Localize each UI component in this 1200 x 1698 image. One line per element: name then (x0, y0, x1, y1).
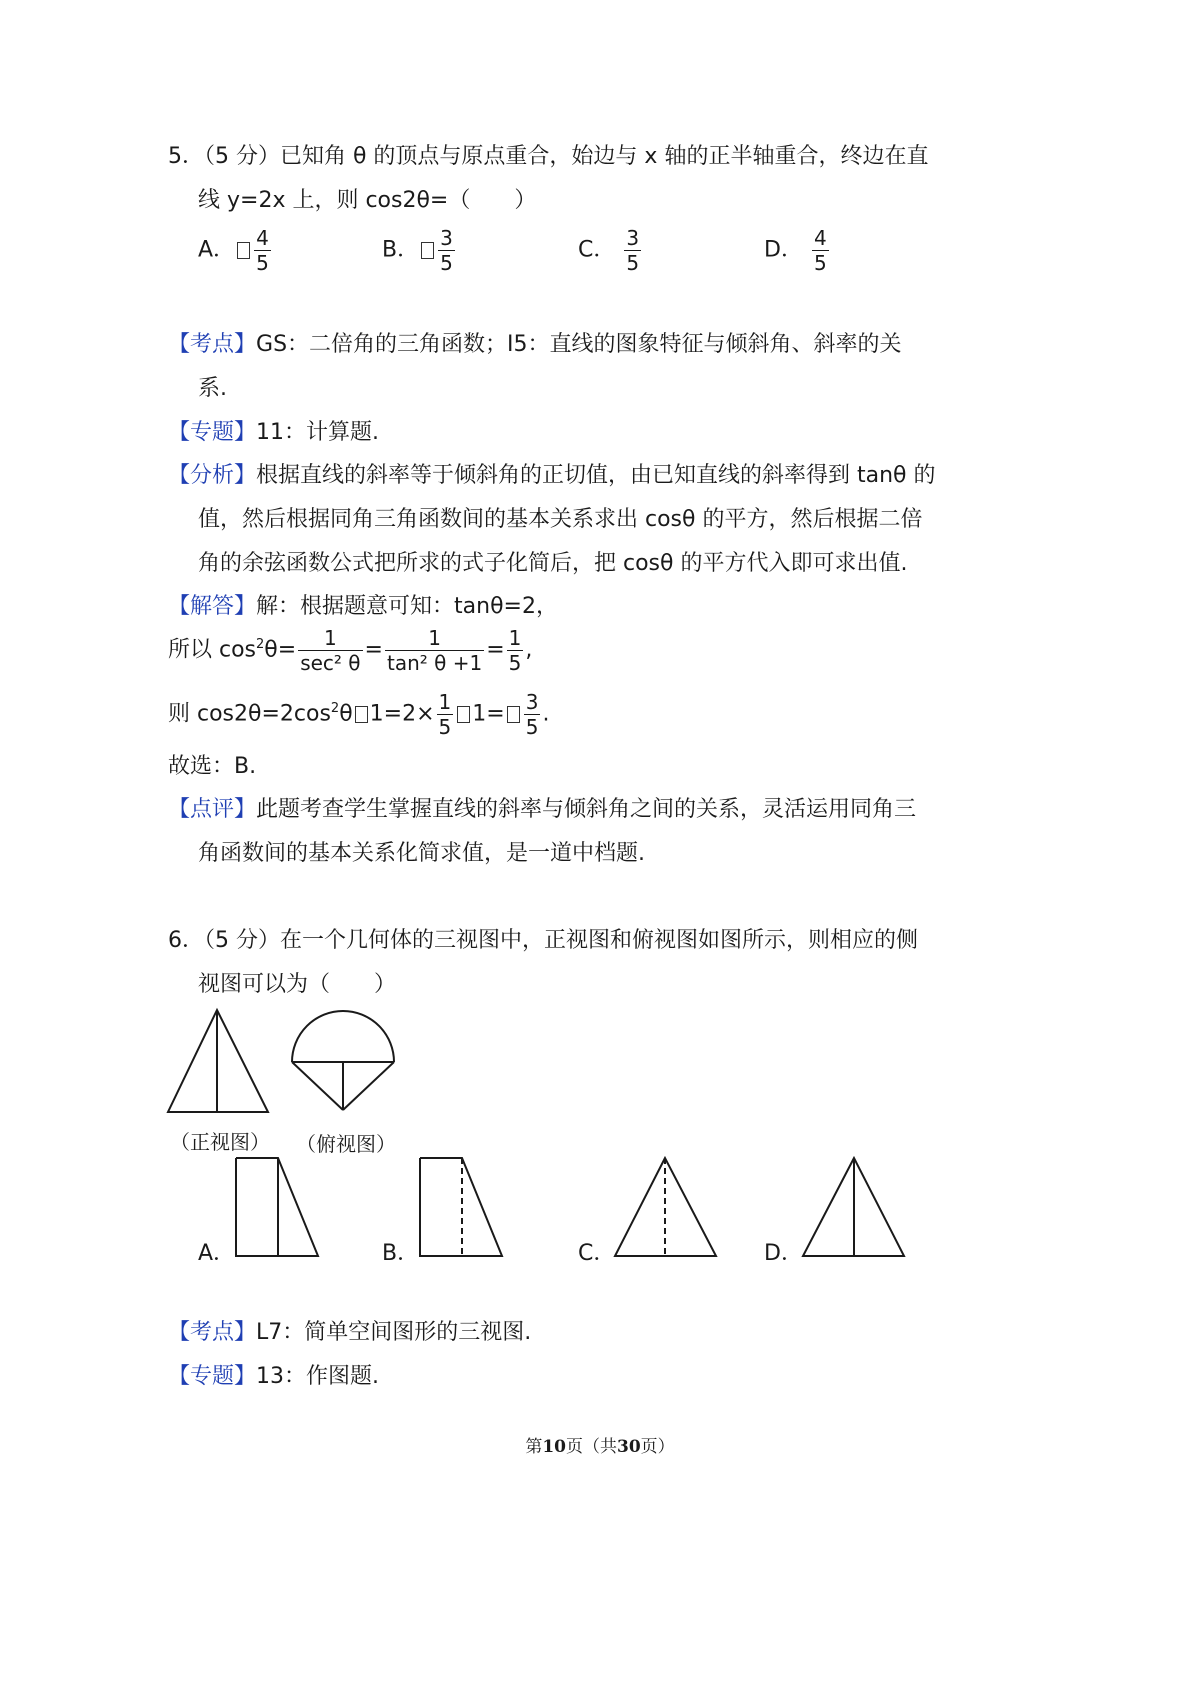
q5-stem-line1: 5．（5 分）已知角 θ 的顶点与原点重合，始边与 x 轴的正半轴重合，终边在直 (168, 144, 929, 169)
option-label: B． (382, 237, 420, 263)
option-fraction (812, 228, 829, 273)
solution-text: 1= (472, 701, 505, 727)
front-view-figure (162, 1006, 278, 1116)
fraction-numerator: 1 (438, 690, 452, 714)
kaodian-text: GS：二倍角的三角函数；I5：直线的图象特征与倾斜角、斜率的关 (256, 332, 902, 357)
solution-text: 则 cos2θ=2cos (168, 701, 331, 727)
solution-text: θ= (264, 637, 297, 663)
q5-fenxi-line2: 值，然后根据同角三角函数间的基本关系求出 cosθ 的平方，然后根据二倍 (198, 507, 923, 532)
missing-glyph-icon (355, 706, 368, 723)
fraction-denominator: 5 (813, 251, 827, 275)
page-total: 30 (617, 1437, 641, 1457)
q6-option-d-label: D． (764, 1241, 803, 1266)
q5-fenxi-line3: 角的余弦函数公式把所求的式子化简后，把 cosθ 的平方代入即可求出值. (198, 551, 908, 576)
q5-zhuanti (168, 418, 379, 448)
option-label: D． (764, 237, 803, 263)
option-fraction (254, 228, 271, 273)
fraction-numerator: 1 (508, 626, 522, 650)
fenxi-tag: 【分析】 (168, 463, 257, 488)
q6-zhuanti (168, 1362, 379, 1392)
fraction-numerator: 4 (256, 226, 269, 250)
q5-solution-line2 (168, 628, 532, 673)
missing-glyph-icon (237, 242, 250, 259)
fraction-numerator: 4 (813, 226, 827, 250)
q6-option-b-figure (416, 1156, 508, 1260)
q5-option-b (382, 228, 457, 273)
q5-kaodian-line1 (168, 330, 902, 360)
page-footer (0, 1432, 1200, 1457)
superscript: 2 (256, 637, 265, 653)
q5-guxuan: 故选：B. (168, 754, 257, 779)
fraction-numerator: 3 (626, 226, 640, 250)
footer-text: 第 (525, 1437, 543, 1457)
fraction-denominator: tan² θ +1 (386, 651, 483, 675)
fraction-denominator: 5 (256, 251, 269, 275)
q6-kaodian (168, 1318, 531, 1348)
q5-dianping-line1 (168, 795, 916, 825)
q5-jieda-line1 (168, 592, 558, 622)
q5-option-c (578, 228, 643, 273)
jieda-tag: 【解答】 (168, 594, 257, 619)
q6-option-a-label: A． (198, 1241, 236, 1266)
solution-text: , (525, 637, 533, 663)
q6-option-c-figure (610, 1154, 722, 1260)
solution-text: = (364, 637, 383, 663)
jieda-text: 解：根据题意可知：tanθ=2， (256, 594, 558, 619)
fraction-denominator: 5 (440, 251, 453, 275)
kaodian-text: L7：简单空间图形的三视图. (256, 1320, 532, 1345)
solution-fraction (437, 692, 454, 737)
option-label: A． (198, 237, 236, 263)
solution-text: θ (339, 701, 353, 727)
q6-option-c-label: C． (578, 1241, 616, 1266)
fraction-numerator: 1 (324, 626, 337, 650)
missing-glyph-icon (457, 706, 470, 723)
option-fraction (624, 228, 641, 273)
solution-fraction (524, 692, 541, 737)
footer-text: 页） (640, 1437, 675, 1457)
fraction-denominator: 5 (525, 715, 539, 739)
q5-fenxi-line1 (168, 461, 936, 491)
page-number: 10 (542, 1437, 566, 1457)
q5-solution-line3 (168, 692, 549, 737)
fraction-denominator: 5 (626, 251, 640, 275)
solution-text: 1=2× (369, 701, 435, 727)
missing-glyph-icon (507, 706, 520, 723)
solution-text: 所以 cos (168, 637, 257, 663)
footer-text: 页（共 (566, 1437, 617, 1457)
option-label: C． (578, 237, 616, 263)
fenxi-text: 根据直线的斜率等于倾斜角的正切值，由已知直线的斜率得到 tanθ 的 (256, 463, 936, 488)
solution-text: . (542, 701, 550, 727)
fraction-denominator: 5 (508, 651, 522, 675)
q6-stem-line1: 6．（5 分）在一个几何体的三视图中，正视图和俯视图如图所示，则相应的侧 (168, 928, 918, 953)
solution-fraction (385, 628, 484, 673)
zhuanti-tag: 【专题】 (168, 420, 257, 445)
fraction-numerator: 3 (525, 690, 539, 714)
solution-fraction (507, 628, 524, 673)
q6-option-d-figure (798, 1154, 910, 1260)
q6-option-a-figure (232, 1156, 324, 1260)
zhuanti-tag: 【专题】 (168, 1364, 257, 1389)
fraction-numerator: 1 (428, 626, 441, 650)
q6-stem-line2: 视图可以为（ ） (198, 972, 397, 997)
q6-option-b-label: B． (382, 1241, 420, 1266)
q5-option-d (764, 228, 831, 273)
missing-glyph-icon (421, 242, 434, 259)
kaodian-tag: 【考点】 (168, 1320, 257, 1345)
solution-fraction (298, 628, 362, 673)
kaodian-tag: 【考点】 (168, 332, 257, 357)
top-view-figure (288, 1006, 398, 1114)
fraction-denominator: sec² θ (300, 651, 361, 675)
zhuanti-text: 11：计算题. (256, 420, 380, 445)
dianping-tag: 【点评】 (168, 797, 257, 822)
top-view-caption: （俯视图） (296, 1132, 396, 1156)
q5-dianping-line2: 角函数间的基本关系化简求值，是一道中档题. (198, 841, 645, 866)
zhuanti-text: 13：作图题. (256, 1364, 380, 1389)
dianping-text: 此题考查学生掌握直线的斜率与倾斜角之间的关系，灵活运用同角三 (256, 797, 917, 822)
front-view-caption: （正视图） (170, 1130, 270, 1154)
q5-stem-line2: 线 y=2x 上，则 cos2θ=（ ） (198, 188, 537, 213)
option-fraction (438, 228, 455, 273)
superscript: 2 (330, 701, 340, 717)
solution-text: = (486, 637, 505, 663)
q5-option-a (198, 228, 273, 273)
fraction-denominator: 5 (438, 715, 452, 739)
q5-kaodian-line2: 系. (198, 376, 227, 401)
fraction-numerator: 3 (440, 226, 453, 250)
